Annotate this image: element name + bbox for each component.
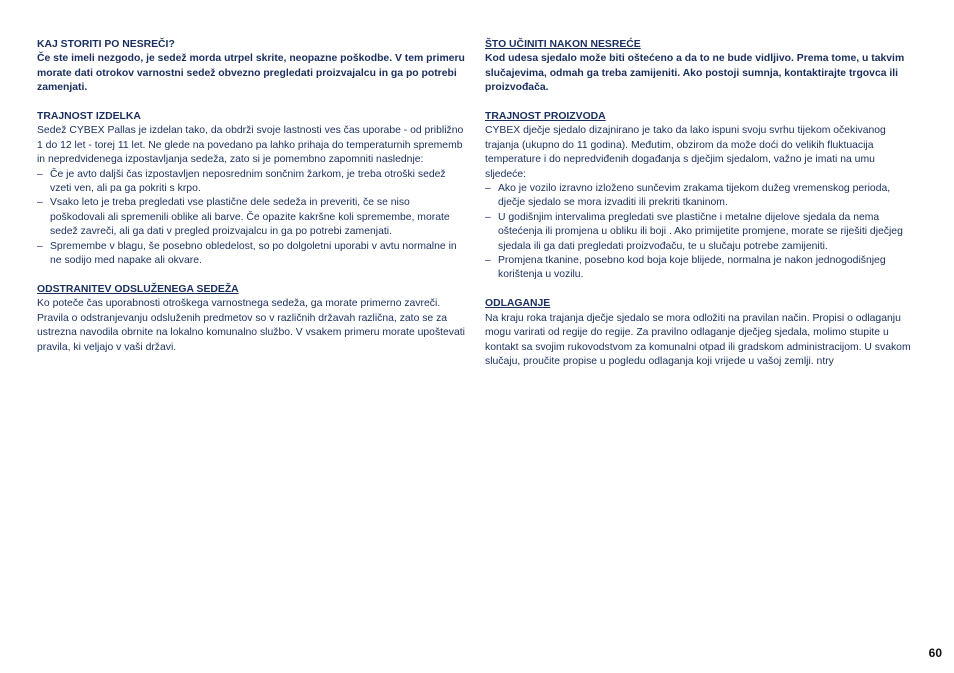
left-column-slovenian — [37, 38, 467, 369]
durability-list — [485, 182, 911, 283]
section-heading: ŠTO UČINITI NAKON NESREĆE — [485, 39, 641, 50]
durability-section — [37, 110, 467, 268]
durability-section — [485, 110, 911, 283]
section-text: CYBEX dječje sjedalo dizajnirano je tako da lako ispuni svoju svrhu tijekom očekivanog trajanja (ukupno do 11 godina). Međutim, obzirom da može doći do velikih fluktuacija temperature i do nepredviđenih događanja s dječjim sjedalom, važno je imati na umu sljedeće: — [485, 125, 886, 180]
section-heading: ODSTRANITEV ODSLUŽENEGA SEDEŽA — [37, 283, 239, 295]
section-heading: TRAJNOST IZDELKA — [37, 111, 141, 123]
list-item: – Promjena tkanine, posebno kod boja koje blijede, normalna je nakon jednogodišnjeg korištenja u vozilu. — [485, 254, 911, 283]
page-number: 60 — [928, 646, 942, 660]
section-text: Ko poteče čas uporabnosti otroškega varnostnega sedeža, ga morate primerno zavreči. Pravila o odstranjevanju odsluženih predmetov so v različnih državah različna, zato se za ustrezna navodila obrnite na lokalno komunalno službo. V vsakem primeru morate upoštevati pravila, ki veljajo v vaši državi. — [37, 298, 465, 353]
section-heading: TRAJNOST PROIZVODA — [485, 111, 606, 123]
section-heading: KAJ STORITI PO NESREČI? — [37, 39, 175, 50]
list-item: – Če je avto daljši čas izpostavljen neposrednim sončnim žarkom, je treba otroški sedež vzeti ven, ali pa ga pokriti s krpo. — [37, 168, 467, 197]
list-item: – Ako je vozilo izravno izloženo sunčevim zrakama tijekom dužeg vremenskog perioda, dječje sjedalo se mora izvaditi ili prekriti tkaninom. — [485, 182, 911, 211]
disposal-section — [485, 297, 911, 369]
section-text: Sedež CYBEX Pallas je izdelan tako, da obdrži svoje lastnosti ves čas uporabe - od približno 1 do 12 let - torej 11 let. Ne glede na povedano pa lahko prihaja do temperaturnih sprememb in nepredvidenega izpostavljanja sedeža, zato si je pomembno zapomniti naslednje: — [37, 125, 464, 166]
list-item: – Spremembe v blagu, še posebno obledelost, so po dolgoletni uporabi v avtu normalne in ne sodijo med napake ali okvare. — [37, 240, 467, 269]
section-text: Na kraju roka trajanja dječje sjedalo se mora odložiti na pravilan način. Propisi o odlaganju mogu varirati od regije do regije. Za pravilno odlaganje dječjeg sjedala, molimo stupite u kontakt sa svojim rukovodstvom za komunalni otpad ili gradskom administracijom. U svakom slučaju, proučite propise u pogledu odlaganja koji vrijede u vašoj zemlji. ntry — [485, 312, 911, 367]
disposal-section — [37, 283, 467, 355]
section-text: Kod udesa sjedalo može biti oštećeno a da to ne bude vidljivo. Prema tome, u takvim slučajevima, odmah ga treba zamijeniti. Ako postoji sumnja, kontaktirajte trgovca ili proizvođača. — [485, 53, 905, 94]
right-column-croatian — [485, 38, 911, 384]
section-text: Če ste imeli nezgodo, je sedež morda utrpel skrite, neopazne poškodbe. V tem primeru morate dati otrokov varnostni sedež obvezno pregledati proizvajalcu in ga po potrebi zamenjati. — [37, 53, 465, 94]
section-heading: ODLAGANJE — [485, 298, 551, 310]
accident-section — [485, 38, 911, 96]
list-item: – Vsako leto je treba pregledati vse plastične dele sedeža in preveriti, če se niso poškodovali ali spremenili oblike ali barve. Če opazite kakršne koli spremembe, morate sedež zavreči, ali ga dati v pregled proizvajalcu in ga po potrebi zamenjati. — [37, 196, 467, 239]
durability-list — [37, 168, 467, 269]
accident-section — [37, 38, 467, 96]
list-item: – U godišnjim intervalima pregledati sve plastične i metalne dijelove sjedala da nema oštećenja ili promjena u obliku ili boji . Ako primijetite promjene, morate se riješiti dječjeg sjedala ili ga dati pregledati proizvođaču, te u slučaju potrebe zamijeniti. — [485, 211, 911, 254]
